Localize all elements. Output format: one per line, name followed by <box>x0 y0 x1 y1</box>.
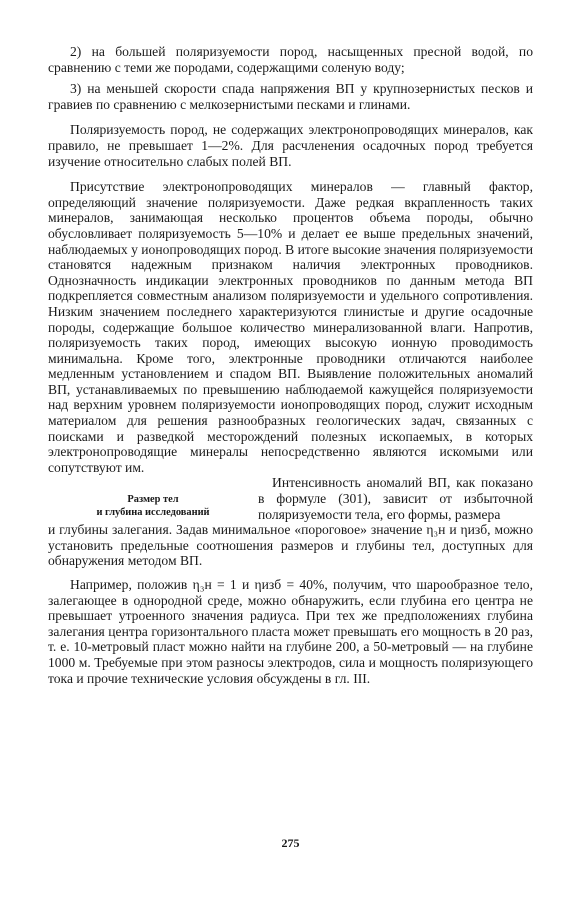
side-heading <box>48 493 258 519</box>
inset-text <box>258 475 533 522</box>
paragraph-polarizability: Поляризуемость пород, не содержащих электронопроводящих минералов, как правило, не превышает 1—2%. Для расчленения осадочных пород требуется изучение относительно слабых полей ВП. <box>48 122 533 169</box>
paragraph-anomaly-intensity: Интенсивность аномалий ВП, как показано в формуле (301), зависит от избыточной поляризуемости тела, его формы, размера <box>258 475 533 522</box>
side-heading-line2: и глубина исследований <box>96 507 210 519</box>
paragraph-item-2: 2) на большей поляризуемости пород, насыщенных пресной водой, по сравнению с теми же породами, содержащими соленую воду; <box>48 44 533 75</box>
paragraph-example: Например, положив η₃н = 1 и ηизб = 40%, получим, что шарообразное тело, залегающее в однородной среде, можно обнаружить, если глубина его центра не превышает утроенного значения радиуса. При тех же предположениях глубина залегания центра горизонтального пласта может превышать его мощность в 20 раз, т. е. 10-метровый пласт можно найти на глубине 200, а 50-метровый — на глубине 1000 м. Требуемые при этом разносы электродов, сила и мощность поляризующего тока и прочие технические условия обсуждены в гл. III. <box>48 577 533 686</box>
side-heading-line1: Размер тел <box>127 494 179 506</box>
paragraph-electronic-minerals: Присутствие электронопроводящих минералов — главный фактор, определяющий значение поляризуемости. Даже редкая вкрапленность таких минералов, занимающая несколько процентов объема породы, обычно обусловливает поляризуемость 5—10% и делает ее выше предельных значений, наблюдаемых у ионопроводящих пород. В итоге высокие значения поляризуемости становятся надежным признаком наличия электронных проводников. Однозначность индикации электронных проводников по данным метода ВП подкрепляется совместным анализом поляризуемости и удельного сопротивления. Низким значением последнего характеризуются глинистые и другие осадочные породы, содержащие большое количество минерализованной влаги. Напротив, поляризуемость таких пород, имеющих высокую ионную проводимость минимальна. Кроме того, электронные проводники отличаются наиболее медленным установлением и спадом ВП. Выявление положительных аномалий ВП, устанавливаемых по превышению наблюдаемой кажущейся поляризуемости над верхним уровнем поляризуемости ионопроводящих пород, служит исходным материалом для решения разнообразных геологических задач, связанных с поисками и разведкой месторождений полезных ископаемых, в которых электронопроводящие минералы непосредственно являются искомыми или сопутствуют им. <box>48 179 533 475</box>
body-text <box>48 44 533 686</box>
section-inset <box>48 475 533 522</box>
paragraph-continuation: и глубины залегания. Задав минимальное «пороговое» значение η₃н и ηизб, можно установить предельные соотношения размеров и глубины тел, доступных для обнаружения методом ВП. <box>48 522 533 569</box>
page-number: 275 <box>281 836 300 850</box>
paragraph-item-3: 3) на меньшей скорости спада напряжения ВП у крупнозернистых песков и гравиев по сравнению с мелкозернистыми песками и глинами. <box>48 81 533 112</box>
